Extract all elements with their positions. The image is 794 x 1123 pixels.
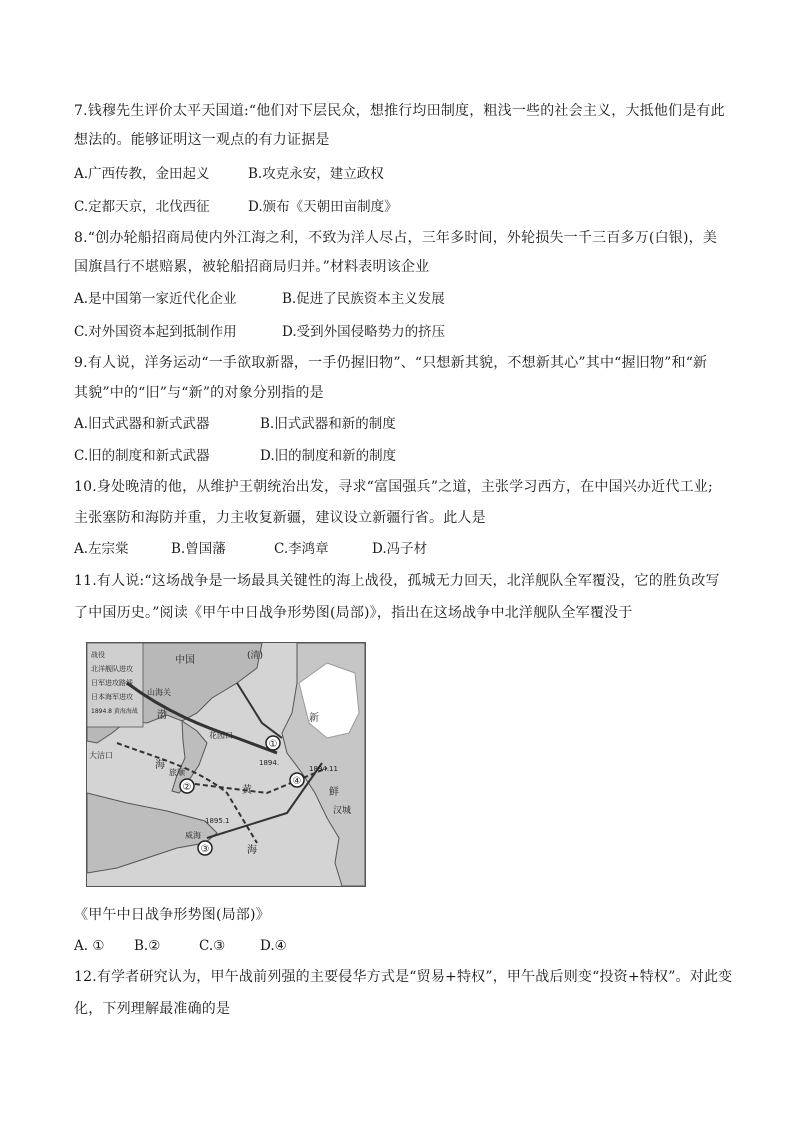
q12-stem-line1: 12.有学者研究认为，甲午战前列强的主要侵华方式是“贸易+特权”，甲午战后则变“投资+特权”。对此变 bbox=[74, 969, 733, 985]
q10-option-d[interactable]: D.冯子材 bbox=[372, 541, 428, 557]
marker-1: ① bbox=[268, 739, 278, 750]
marker-4: ④ bbox=[292, 776, 302, 787]
label-hai1: 海 bbox=[155, 760, 165, 771]
q10-option-a[interactable]: A.左宗棠 bbox=[74, 541, 129, 557]
q7-option-d[interactable]: D.颁布《天朝田亩制度》 bbox=[248, 199, 398, 215]
q11-stem-line2: 了中国历史。”阅读《甲午中日战争形势图(局部)》，指出在这场战争中北洋舰队全军覆没于 bbox=[74, 605, 633, 621]
label-huayuankou: 花园口 bbox=[209, 731, 233, 740]
q11-option-d[interactable]: D.④ bbox=[260, 938, 287, 954]
q11-option-c[interactable]: C.③ bbox=[199, 938, 226, 954]
q10-option-b[interactable]: B.曾国藩 bbox=[171, 541, 226, 557]
sino-japanese-war-map bbox=[86, 642, 366, 887]
label-dagukou: 大沽口 bbox=[89, 751, 113, 760]
q10-stem-line2: 主张塞防和海防并重，力主收复新疆，建议设立新疆行省。此人是 bbox=[74, 510, 486, 526]
q9-stem-line1: 9.有人说，洋务运动“一手欲取新器，一手仍握旧物”、“只想新其貌，不想新其心”其中“握旧物”和“新 bbox=[74, 355, 708, 371]
q7-option-b[interactable]: B.攻克永安，建立政权 bbox=[248, 166, 384, 182]
label-china: 中国 bbox=[175, 655, 195, 666]
label-weihai: 威海 bbox=[185, 831, 201, 840]
q10-stem-line1: 10.身处晚清的他，从维护王朝统治出发，寻求“富国强兵”之道，主张学习西方，在中国兴办近代工业; bbox=[74, 479, 713, 495]
label-1894b: 1894.11 bbox=[309, 765, 338, 773]
q8-option-a[interactable]: A.是中国第一家近代化企业 bbox=[74, 291, 237, 307]
legend-item-4: 日本海军进攻 bbox=[91, 693, 133, 701]
label-1895: 1895.1 bbox=[205, 817, 230, 825]
q7-stem-line1: 7.钱穆先生评价太平天国道:“他们对下层民众，想推行均田制度，粗浅一些的社会主义，大抵他们是有此 bbox=[74, 103, 725, 119]
label-hai2: 海 bbox=[247, 845, 257, 856]
q7-stem-line2: 想法的。能够证明这一观点的有力证据是 bbox=[74, 132, 330, 148]
legend-item-2: 北洋舰队进攻 bbox=[91, 665, 133, 673]
label-huang: 黄 bbox=[242, 785, 252, 796]
q8-option-c[interactable]: C.对外国资本起到抵制作用 bbox=[74, 324, 237, 340]
label-shanhaiguan: 山海关 bbox=[147, 688, 171, 697]
q8-stem-line1: 8.“创办轮船招商局使内外江海之利，不致为洋人尽占，三年多时间，外轮损失一千三百多万(白银)，美 bbox=[74, 230, 718, 246]
legend-item-3: 日军进攻路线 bbox=[91, 679, 133, 687]
label-1894a: 1894. bbox=[259, 759, 280, 767]
q8-option-b[interactable]: B.促进了民族资本主义发展 bbox=[282, 291, 445, 307]
marker-3: ③ bbox=[200, 844, 210, 855]
legend-item-1: 战役 bbox=[91, 651, 105, 659]
q11-map-caption: 《甲午中日战争形势图(局部)》 bbox=[74, 907, 270, 923]
q9-option-d[interactable]: D.旧的制度和新的制度 bbox=[260, 448, 397, 464]
label-bo: 渤 bbox=[157, 710, 167, 721]
legend-item-5: 1894.8 黄海海战 bbox=[91, 708, 138, 715]
q9-option-b[interactable]: B.旧式武器和新的制度 bbox=[260, 416, 396, 432]
q9-option-a[interactable]: A.旧式武器和新式武器 bbox=[74, 416, 210, 432]
q12-stem-line2: 化，下列理解最准确的是 bbox=[74, 1001, 231, 1017]
q7-option-c[interactable]: C.定都天京，北伐西征 bbox=[74, 199, 210, 215]
q9-option-c[interactable]: C.旧的制度和新式武器 bbox=[74, 448, 210, 464]
q10-option-c[interactable]: C.李鸿章 bbox=[274, 541, 329, 557]
label-qing: (清) bbox=[247, 651, 264, 661]
q9-stem-line2: 其貌”中的“旧”与“新”的对象分别指的是 bbox=[74, 385, 324, 401]
q11-option-a[interactable]: A. ① bbox=[74, 938, 105, 954]
label-xin: 新 bbox=[309, 713, 319, 724]
q11-option-b[interactable]: B.② bbox=[134, 938, 161, 954]
label-lushun: 旅顺 bbox=[169, 768, 185, 777]
q11-stem-line1: 11.有人说:“这场战争是一场最具关键性的海上战役，孤城无力回天，北洋舰队全军覆没，它的胜负改写 bbox=[74, 573, 720, 589]
label-xian: 鲜 bbox=[329, 787, 339, 798]
q8-stem-line2: 国旗昌行不堪赔累，被轮船招商局归并。”材料表明该企业 bbox=[74, 259, 430, 275]
q8-option-d[interactable]: D.受到外国侵略势力的挤压 bbox=[282, 324, 446, 340]
q7-option-a[interactable]: A.广西传教，金田起义 bbox=[74, 166, 210, 182]
marker-2: ② bbox=[182, 782, 192, 793]
label-hancheng: 汉城 bbox=[333, 806, 352, 816]
